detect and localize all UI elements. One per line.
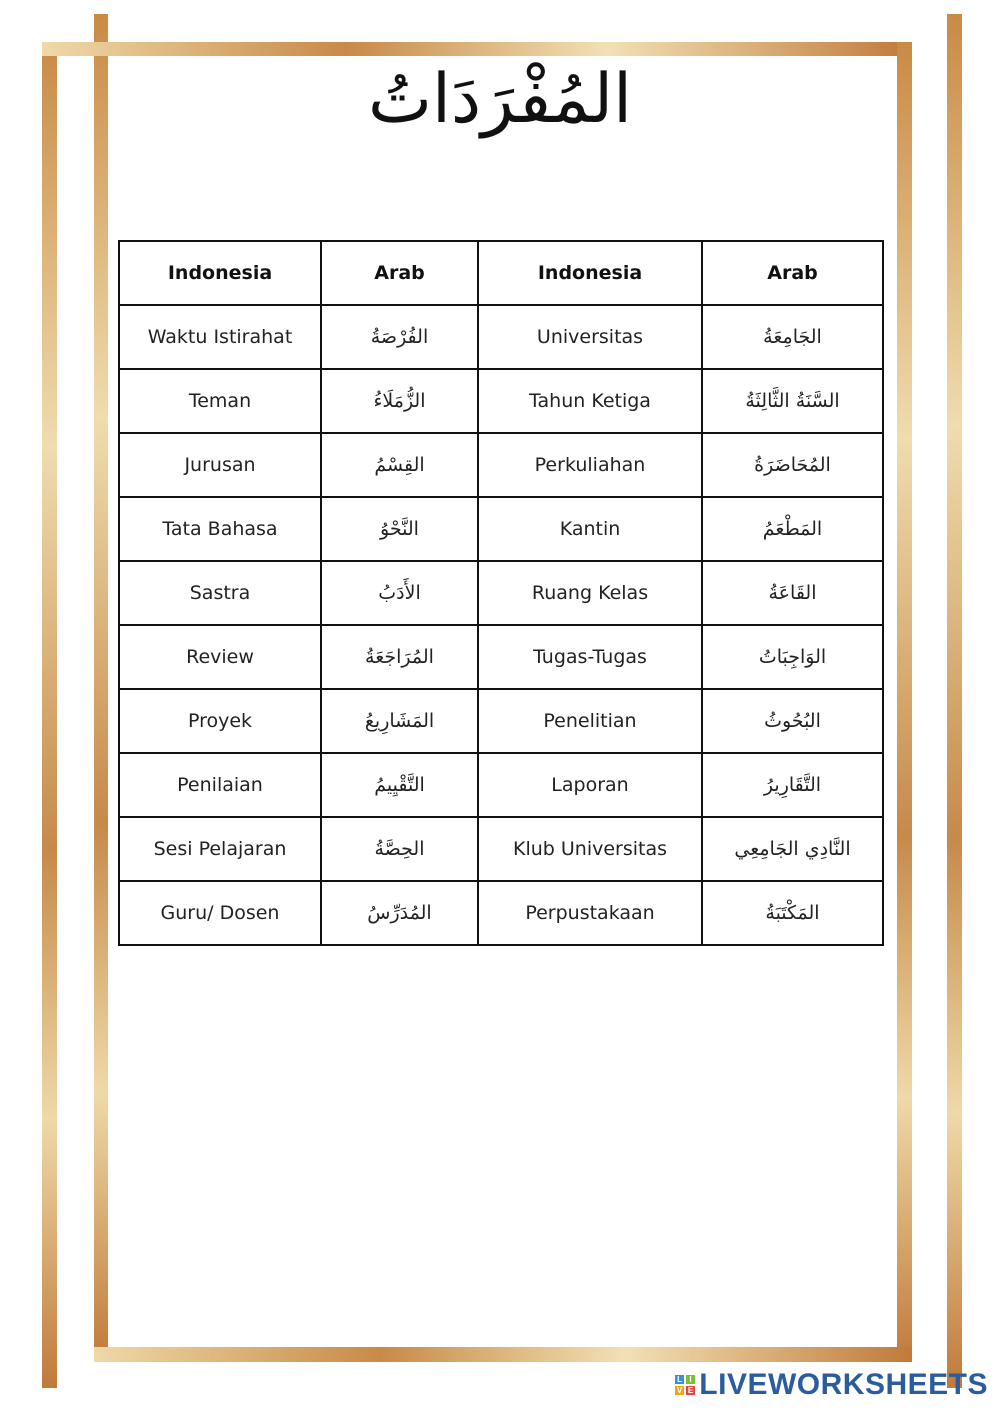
cell-arab: الحِصَّةُ <box>321 817 478 881</box>
table-row <box>119 561 883 625</box>
frame-right-inner <box>897 42 912 1362</box>
cell-indonesia: Sastra <box>119 561 321 625</box>
table-row <box>119 625 883 689</box>
cell-arab: المَكْتَبَةُ <box>702 881 883 945</box>
header-arab-2: Arab <box>702 241 883 305</box>
cell-arab: الوَاجِبَاتُ <box>702 625 883 689</box>
frame-left-outer <box>42 42 57 1388</box>
brand-icon-letter: I <box>686 1375 695 1384</box>
cell-indonesia: Guru/ Dosen <box>119 881 321 945</box>
header-indonesia-1: Indonesia <box>119 241 321 305</box>
cell-arab: الزُّمَلَاءُ <box>321 369 478 433</box>
frame-top <box>42 42 912 56</box>
cell-arab: الأَدَبُ <box>321 561 478 625</box>
frame-left-inner <box>94 14 108 1362</box>
page-title: المُفْرَدَاتُ <box>367 60 633 139</box>
cell-indonesia: Perkuliahan <box>478 433 702 497</box>
brand-icon-letter: V <box>676 1386 683 1395</box>
cell-indonesia: Penilaian <box>119 753 321 817</box>
cell-arab: الجَامِعَةُ <box>702 305 883 369</box>
table-header-row <box>119 241 883 305</box>
cell-arab: المَشَارِيعُ <box>321 689 478 753</box>
brand-name: LIVEWORKSHEETS <box>699 1368 988 1401</box>
table-row <box>119 881 883 945</box>
cell-indonesia: Perpustakaan <box>478 881 702 945</box>
header-arab-1: Arab <box>321 241 478 305</box>
cell-arab: المُرَاجَعَةُ <box>321 625 478 689</box>
cell-indonesia: Ruang Kelas <box>478 561 702 625</box>
liveworksheets-logo <box>675 1368 988 1402</box>
cell-indonesia: Teman <box>119 369 321 433</box>
brand-icon-letter: E <box>687 1386 694 1395</box>
frame-right-outer <box>947 14 962 1388</box>
cell-indonesia: Proyek <box>119 689 321 753</box>
table-row <box>119 433 883 497</box>
cell-arab: المَطْعَمُ <box>702 497 883 561</box>
table-row <box>119 689 883 753</box>
cell-indonesia: Sesi Pelajaran <box>119 817 321 881</box>
table-row <box>119 305 883 369</box>
cell-indonesia: Universitas <box>478 305 702 369</box>
cell-arab: النَّحْوُ <box>321 497 478 561</box>
table-row <box>119 817 883 881</box>
brand-icon-letter: L <box>677 1375 683 1384</box>
cell-indonesia: Waktu Istirahat <box>119 305 321 369</box>
cell-indonesia: Laporan <box>478 753 702 817</box>
header-indonesia-2: Indonesia <box>478 241 702 305</box>
liveworksheets-icon <box>675 1375 695 1395</box>
cell-arab: السَّنَةُ الثَّالِثَةُ <box>702 369 883 433</box>
cell-arab: التَّقْيِيمُ <box>321 753 478 817</box>
table-row <box>119 753 883 817</box>
cell-arab: الفُرْصَةُ <box>321 305 478 369</box>
cell-arab: المُحَاضَرَةُ <box>702 433 883 497</box>
cell-arab: النَّادِي الجَامِعِي <box>702 817 883 881</box>
cell-arab: البُحُوثُ <box>702 689 883 753</box>
cell-indonesia: Jurusan <box>119 433 321 497</box>
cell-arab: المُدَرِّسُ <box>321 881 478 945</box>
cell-arab: التَّقَارِيرُ <box>702 753 883 817</box>
table-row <box>119 369 883 433</box>
cell-arab: القِسْمُ <box>321 433 478 497</box>
vocabulary-table <box>118 240 884 946</box>
frame-bottom <box>94 1347 912 1362</box>
cell-arab: القَاعَةُ <box>702 561 883 625</box>
cell-indonesia: Review <box>119 625 321 689</box>
cell-indonesia: Kantin <box>478 497 702 561</box>
table-row <box>119 497 883 561</box>
cell-indonesia: Tahun Ketiga <box>478 369 702 433</box>
cell-indonesia: Tugas-Tugas <box>478 625 702 689</box>
cell-indonesia: Penelitian <box>478 689 702 753</box>
cell-indonesia: Tata Bahasa <box>119 497 321 561</box>
cell-indonesia: Klub Universitas <box>478 817 702 881</box>
